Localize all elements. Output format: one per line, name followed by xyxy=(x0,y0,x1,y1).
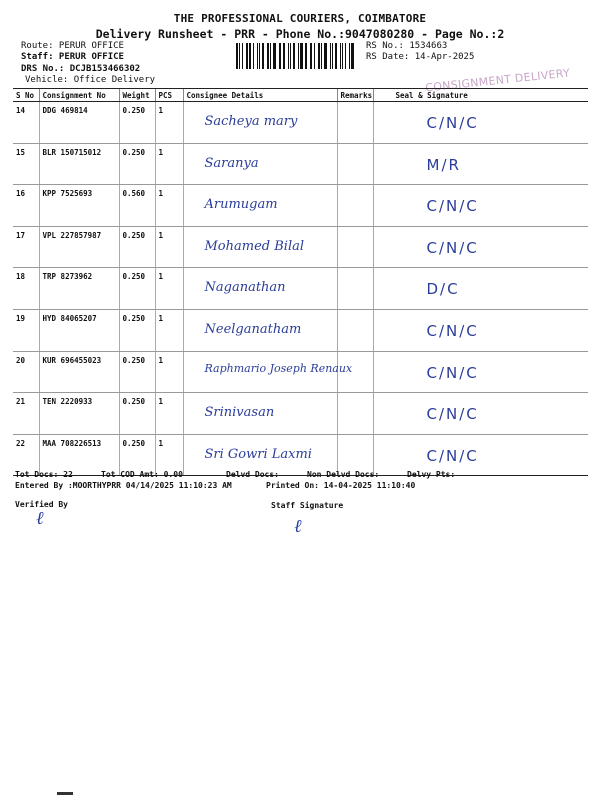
cell-pcs: 1 xyxy=(155,102,183,144)
barcode-bar xyxy=(259,43,260,69)
barcode-bar xyxy=(340,43,342,69)
table-row xyxy=(13,185,588,227)
table-row xyxy=(13,226,588,268)
cell-consignee xyxy=(183,102,337,144)
cell-consignee xyxy=(183,351,353,393)
cell-consignee xyxy=(183,393,337,435)
table-row xyxy=(13,309,588,351)
seal-mark: C/N/C xyxy=(426,114,479,132)
cell-pcs: 1 xyxy=(155,143,183,185)
barcode-bar xyxy=(310,43,311,69)
consignee-signature: Srinivasan xyxy=(204,405,275,421)
barcode-bar xyxy=(270,43,271,69)
cell-sno: 21 xyxy=(13,393,39,435)
cell-sno: 15 xyxy=(13,143,39,185)
barcode-bar xyxy=(345,43,346,69)
barcode-bar xyxy=(242,43,243,69)
barcode-bar xyxy=(290,43,291,69)
cell-pcs: 1 xyxy=(155,434,183,476)
cell-sno: 22 xyxy=(13,434,39,476)
barcode-bar xyxy=(246,43,248,69)
seal-mark: C/N/C xyxy=(426,405,479,424)
seal-mark: C/N/C xyxy=(426,363,479,382)
staff-label: Staff: PERUR OFFICE xyxy=(21,52,124,62)
cell-remarks xyxy=(337,143,373,185)
barcode xyxy=(236,43,356,69)
cell-remarks xyxy=(337,102,373,144)
cell-pcs: 1 xyxy=(155,351,183,393)
cell-seal xyxy=(373,434,588,476)
consignee-signature: Raphmario Joseph Renaux xyxy=(204,361,353,375)
barcode-bar xyxy=(273,43,276,69)
cell-seal xyxy=(373,309,588,351)
cell-consignee xyxy=(183,268,337,310)
cell-seal xyxy=(373,393,588,435)
consignee-signature: Sri Gowri Laxmi xyxy=(204,446,312,462)
cell-weight: 0.250 xyxy=(119,309,155,351)
cell-weight: 0.560 xyxy=(119,185,155,227)
entered-by: Entered By :MOORTHYPRR 04/14/2025 11:10:23 AM xyxy=(15,481,232,490)
staff-signature-label: Staff Signature xyxy=(271,501,344,510)
cell-seal xyxy=(373,102,588,144)
drs-number: DRS No.: DCJB153466302 xyxy=(21,64,141,74)
delivery-stamp: CONSIGNMENT DELIVERY xyxy=(424,66,571,95)
barcode-bar xyxy=(293,43,295,69)
barcode-bar xyxy=(349,43,350,69)
seal-mark: C/N/C xyxy=(426,321,479,340)
barcode-bar xyxy=(267,43,269,69)
non-delvd-docs: Non Delvd Docs: xyxy=(307,470,380,479)
barcode-bar xyxy=(305,43,307,69)
cell-consignee xyxy=(183,143,337,185)
barcode-bar xyxy=(253,43,254,69)
barcode-bar xyxy=(300,43,303,69)
consignee-signature: Arumugam xyxy=(204,197,278,213)
seal-mark: D/C xyxy=(426,280,460,299)
cell-sno: 14 xyxy=(13,102,39,144)
cell-remarks xyxy=(337,185,373,227)
cell-seal xyxy=(373,185,588,227)
cell-consignment: HYD 84065207 xyxy=(39,309,119,351)
page-mark xyxy=(57,792,73,795)
cell-pcs: 1 xyxy=(155,309,183,351)
cell-remarks xyxy=(337,268,373,310)
barcode-bar xyxy=(330,43,331,69)
cell-pcs: 1 xyxy=(155,226,183,268)
barcode-bar xyxy=(314,43,315,69)
seal-mark: C/N/C xyxy=(426,446,479,465)
consignee-signature: Neelganatham xyxy=(204,321,302,337)
cell-weight: 0.250 xyxy=(119,434,155,476)
runsheet-subtitle: Delivery Runsheet - PRR - Phone No.:9047080280 - Page No.:2 xyxy=(95,27,505,41)
cell-remarks xyxy=(337,226,373,268)
col-remarks: Remarks xyxy=(337,89,373,102)
company-title: THE PROFESSIONAL COURIERS, COIMBATORE xyxy=(173,12,427,25)
barcode-bar xyxy=(239,43,240,69)
cell-consignment: DDG 469814 xyxy=(39,102,119,144)
cell-consignee xyxy=(183,185,337,227)
vehicle-label: Vehicle: Office Delivery xyxy=(25,75,156,85)
cell-consignee xyxy=(183,309,337,351)
consignee-signature: Mohamed Bilal xyxy=(204,238,305,254)
cell-consignment: TEN 2220933 xyxy=(39,393,119,435)
cell-pcs: 1 xyxy=(155,185,183,227)
seal-mark: M/R xyxy=(426,155,461,174)
cell-weight: 0.250 xyxy=(119,351,155,393)
barcode-bar xyxy=(351,43,354,69)
cell-weight: 0.250 xyxy=(119,226,155,268)
consignee-signature: Naganathan xyxy=(204,280,286,296)
barcode-bar xyxy=(335,43,337,69)
cell-seal xyxy=(373,226,588,268)
cell-consignment: BLR 150715012 xyxy=(39,143,119,185)
cell-pcs: 1 xyxy=(155,393,183,435)
col-sno: S No xyxy=(13,89,39,102)
cell-remarks xyxy=(337,309,373,351)
cell-pcs: 1 xyxy=(155,268,183,310)
cell-seal xyxy=(373,268,588,310)
table-row xyxy=(13,434,588,476)
table-header-row xyxy=(13,89,588,102)
table-row xyxy=(13,393,588,435)
delvy-pts: Delvy Pts: xyxy=(407,470,456,479)
col-pcs: PCS xyxy=(155,89,183,102)
cell-consignment: VPL 227857987 xyxy=(39,226,119,268)
table-row xyxy=(13,351,588,393)
delvd-docs: Delvd Docs: xyxy=(226,470,279,479)
cell-consignment: KUR 696455023 xyxy=(39,351,119,393)
table-row xyxy=(13,102,588,144)
cell-weight: 0.250 xyxy=(119,143,155,185)
rs-date: RS Date: 14-Apr-2025 xyxy=(366,52,475,62)
col-consignment: Consignment No xyxy=(39,89,119,102)
barcode-bar xyxy=(283,43,285,69)
barcode-bar xyxy=(257,43,258,69)
staff-signature-mark: ℓ xyxy=(294,516,302,537)
cell-sno: 16 xyxy=(13,185,39,227)
cell-weight: 0.250 xyxy=(119,102,155,144)
rs-number: RS No.: 1534663 xyxy=(366,41,448,51)
cell-remarks xyxy=(337,393,373,435)
cell-consignee xyxy=(183,226,337,268)
cell-sno: 18 xyxy=(13,268,39,310)
barcode-bar xyxy=(324,43,327,69)
cell-sno: 19 xyxy=(13,309,39,351)
col-consignee: Consignee Details xyxy=(183,89,337,102)
col-weight: Weight xyxy=(119,89,155,102)
seal-mark: C/N/C xyxy=(426,238,479,257)
table-row xyxy=(13,143,588,185)
tot-docs: Tot Docs: 22 xyxy=(15,470,73,479)
cell-seal xyxy=(373,351,588,393)
consignee-signature: Sacheya mary xyxy=(204,114,298,129)
barcode-bar xyxy=(311,43,312,69)
cell-consignment: TRP 8273962 xyxy=(39,268,119,310)
cell-sno: 17 xyxy=(13,226,39,268)
cell-seal xyxy=(373,143,588,185)
table-row xyxy=(13,268,588,310)
barcode-bar xyxy=(262,43,264,69)
route-label: Route: PERUR OFFICE xyxy=(21,41,124,51)
barcode-bar xyxy=(332,43,333,69)
consignee-signature: Saranya xyxy=(204,155,259,171)
tot-cod-amt: Tot COD Amt: 0.00 xyxy=(101,470,183,479)
verified-by-label: Verified By xyxy=(15,500,68,509)
barcode-bar xyxy=(342,43,343,69)
barcode-bar xyxy=(236,43,238,69)
verifier-signature-mark: ℓ xyxy=(36,508,44,529)
barcode-bar xyxy=(249,43,252,69)
barcode-bar xyxy=(321,43,322,69)
printed-on: Printed On: 14-04-2025 11:10:40 xyxy=(266,481,416,490)
barcode-bar xyxy=(280,43,281,69)
cell-consignment: KPP 7525693 xyxy=(39,185,119,227)
runsheet-table xyxy=(13,88,588,476)
barcode-bar xyxy=(288,43,289,69)
cell-sno: 20 xyxy=(13,351,39,393)
cell-weight: 0.250 xyxy=(119,268,155,310)
barcode-bar xyxy=(298,43,299,69)
cell-consignment: MAA 708226513 xyxy=(39,434,119,476)
barcode-bar xyxy=(318,43,320,69)
seal-mark: C/N/C xyxy=(426,197,479,216)
barcode-bar xyxy=(279,43,280,69)
col-seal: Seal & Signature xyxy=(373,89,588,102)
cell-weight: 0.250 xyxy=(119,393,155,435)
